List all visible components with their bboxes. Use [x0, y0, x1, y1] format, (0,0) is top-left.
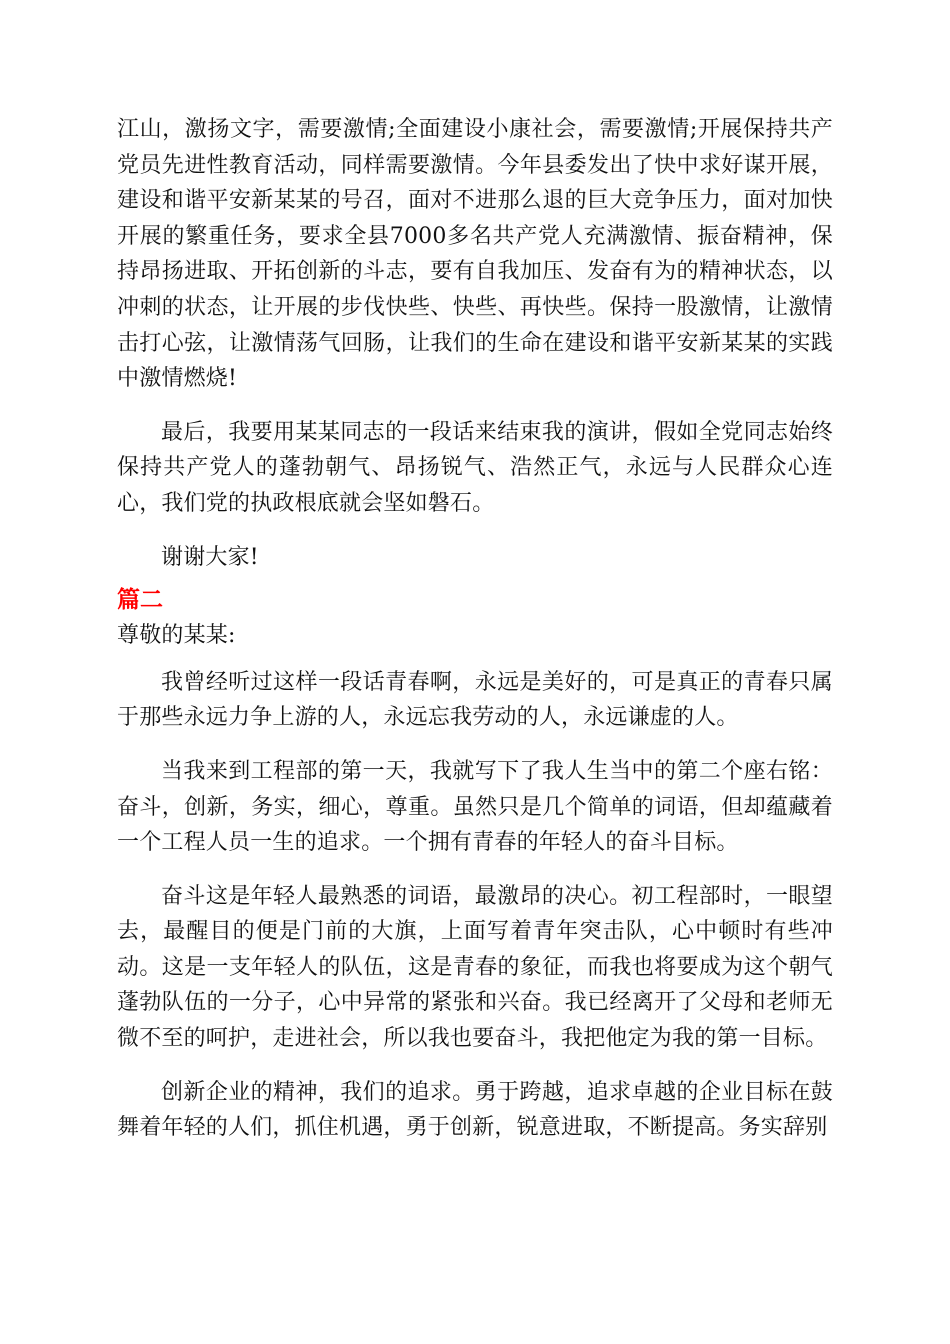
paragraph-motto: 当我来到工程部的第一天，我就写下了我人生当中的第二个座右铭：奋斗，创新，务实，细心，尊重。虽然只是几个简单的词语，但却蕴藏着一个工程人员一生的追求。一个拥有青春的年轻人的奋斗目标。 [117, 758, 833, 856]
paragraph-innovation: 创新企业的精神，我们的追求。勇于跨越，追求卓越的企业目标在鼓舞着年轻的人们，抓住机遇，勇于创新，锐意进取，不断提高。务实辞别 [117, 1079, 833, 1141]
document-page [117, 112, 833, 1146]
paragraph-youth: 我曾经听过这样一段话青春啊，永远是美好的，可是真正的青春只属于那些永远力争上游的人，永远忘我劳动的人，永远谦虚的人。 [117, 669, 833, 731]
paragraph-closing-quote: 最后，我要用某某同志的一段话来结束我的演讲，假如全党同志始终保持共产党人的蓬勃朝气、昂扬锐气、浩然正气，永远与人民群众心连心，我们党的执政根底就会坚如磐石。 [117, 419, 833, 516]
salutation: 尊敬的某某: [117, 623, 236, 649]
paragraph-struggle: 奋斗这是年轻人最熟悉的词语，最激昂的决心。初工程部时，一眼望去，最醒目的便是门前的大旗，上面写着青年突击队，心中顿时有些冲动。这是一支年轻人的队伍，这是青春的象征，而我也将要成为这个朝气蓬勃队伍的一分子，心中异常的紧张和兴奋。我已经离开了父母和老师无微不至的呵护，走进社会，所以我也要奋斗，我把他定为我的第一目标。 [117, 883, 833, 1052]
paragraph-passion: 江山，激扬文字，需要激情;全面建设小康社会，需要激情;开展保持共产党员先进性教育活动，同样需要激情。今年县委发出了快中求好谋开展，建设和谐平安新某某的号召，面对不进那么退的巨大竞争压力，面对加快开展的繁重任务，要求全县7000多名共产党人充满激情、振奋精神，保持昂扬进取、开拓创新的斗志，要有自我加压、发奋有为的精神状态，以冲刺的状态，让开展的步伐快些、快些、再快些。保持一股激情，让激情击打心弦，让激情荡气回肠，让我们的生命在建设和谐平安新某某的实践中激情燃烧! [117, 117, 833, 392]
section-heading: 篇二 [117, 587, 163, 614]
paragraph-thanks: 谢谢大家! [161, 544, 259, 570]
